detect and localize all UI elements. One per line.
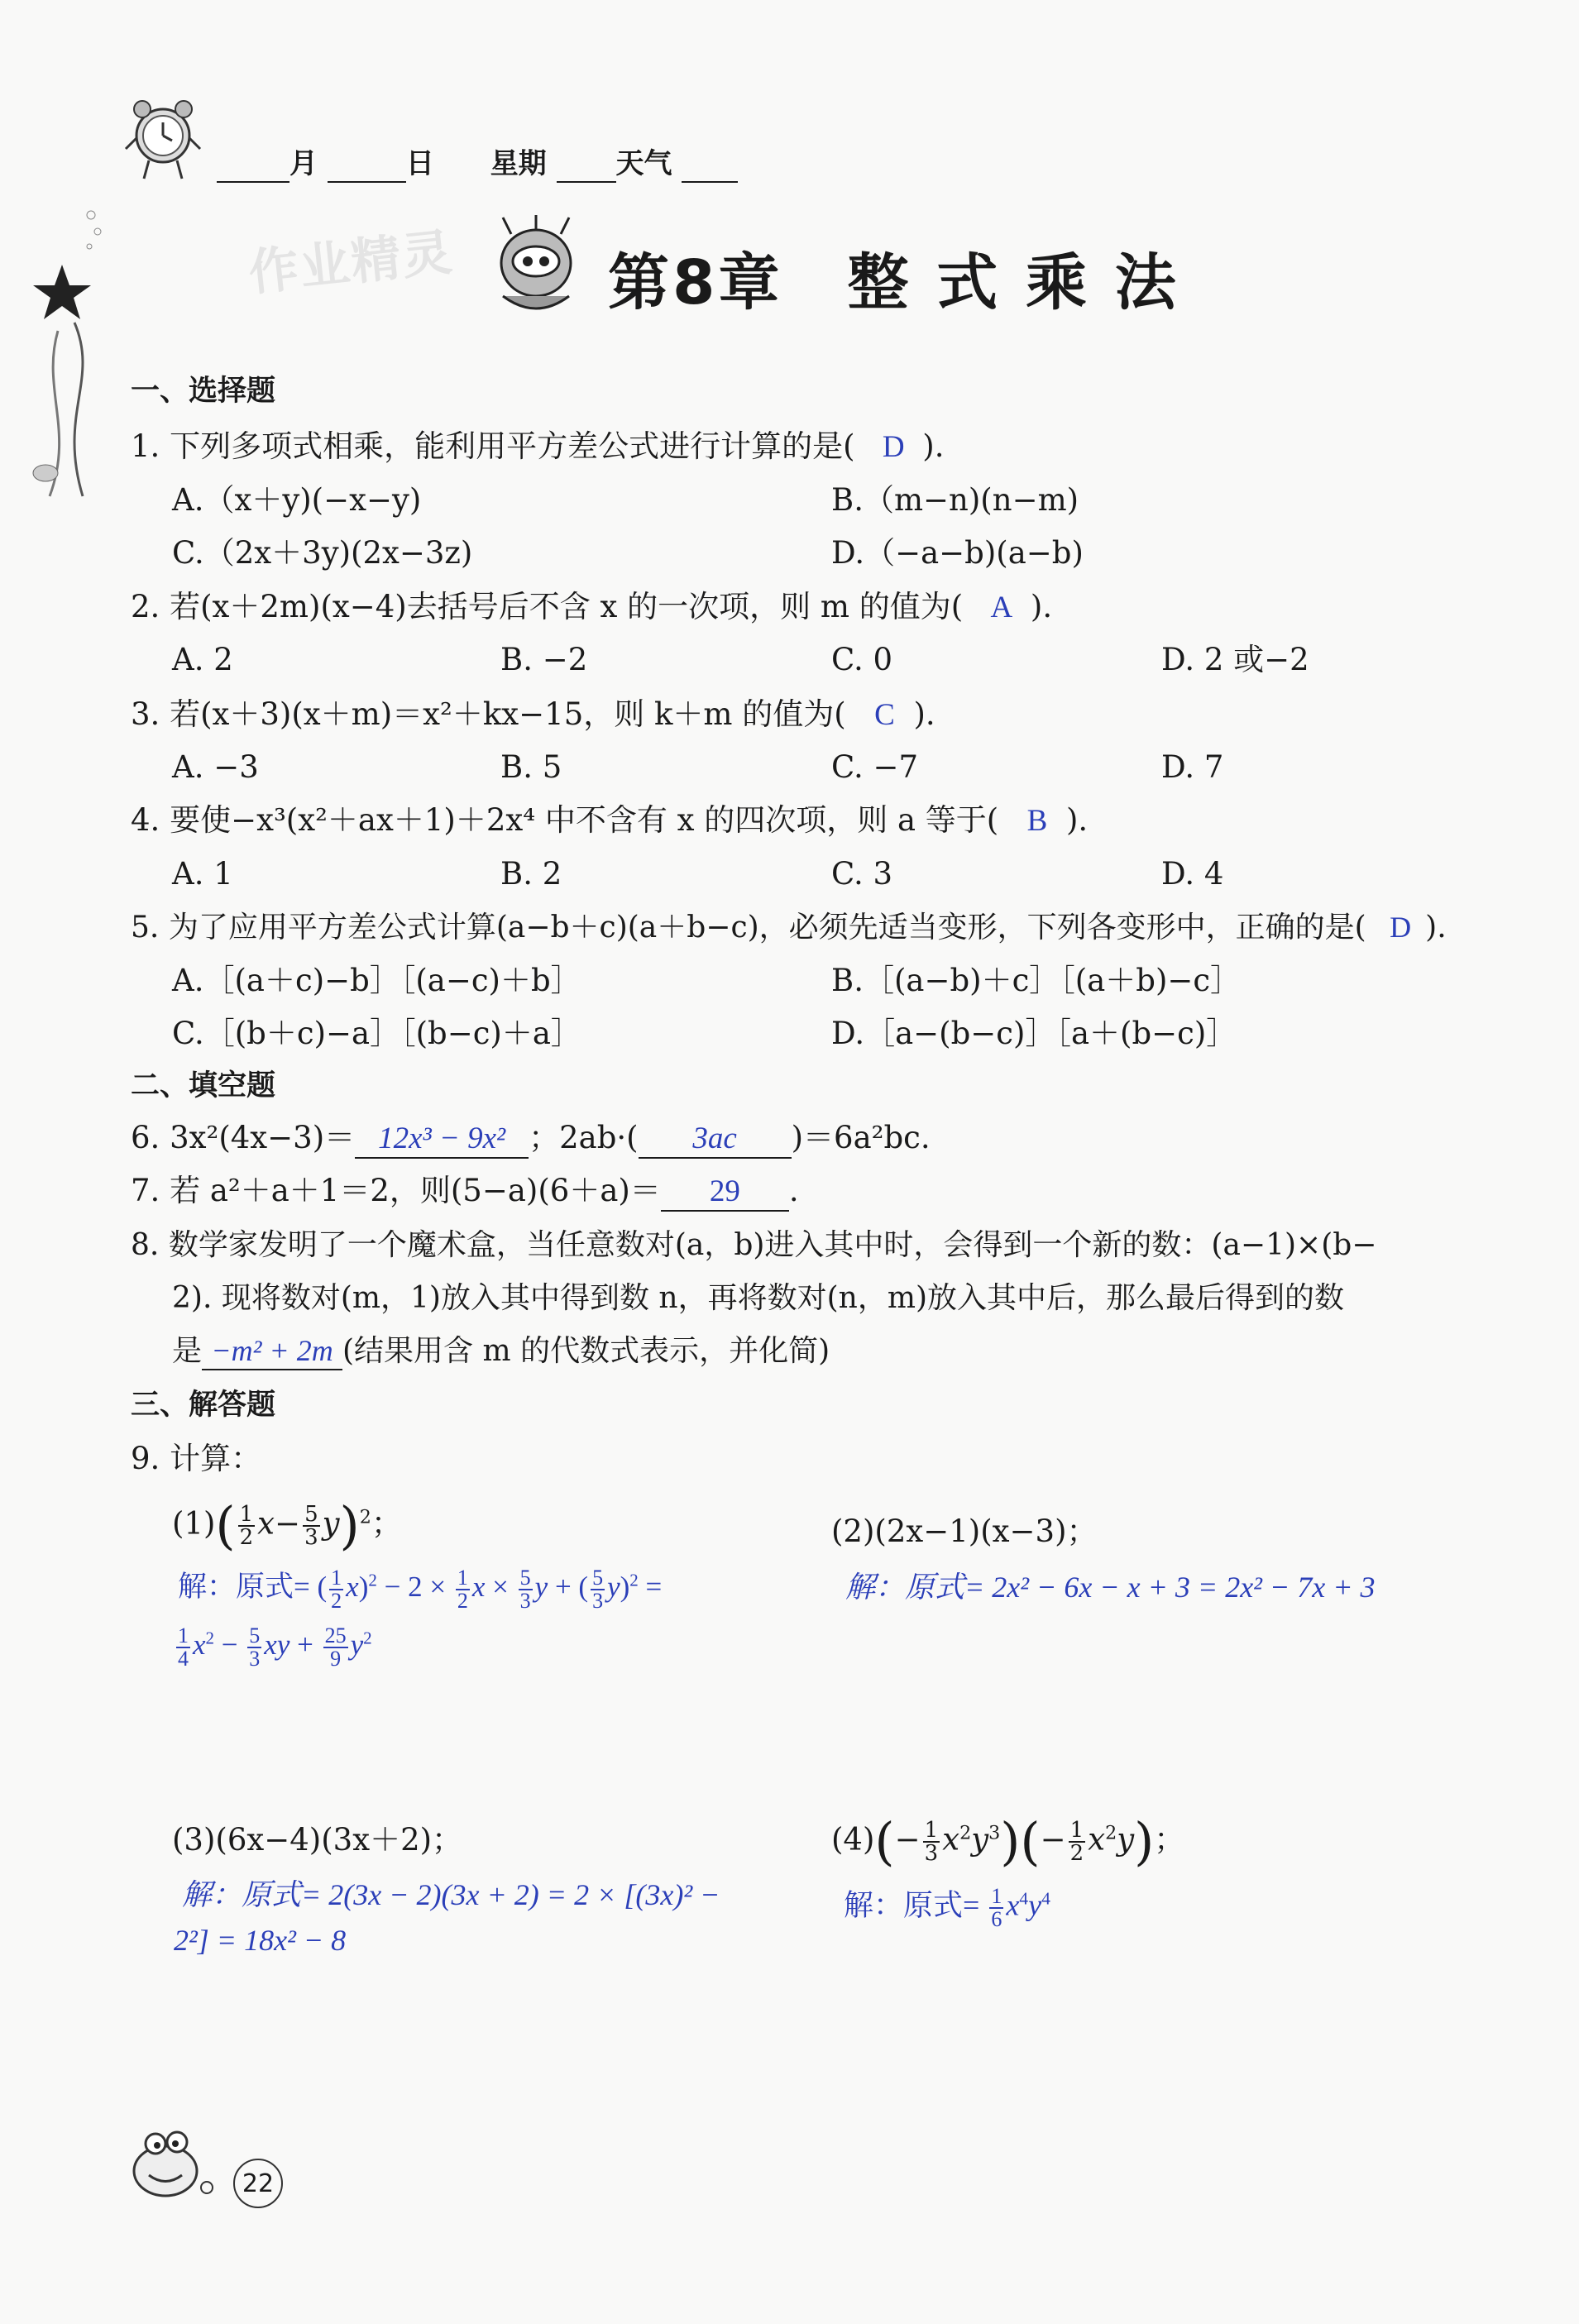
question-8-line-3: 是 −m² + 2m (结果用含 m 的代数式表示，并化简) xyxy=(172,1333,830,1370)
day-label: 日 xyxy=(405,147,434,180)
q9-2-solution: 解：原式= 2x² − 6x − x + 3 = 2x² − 7x + 3 xyxy=(845,1571,1376,1604)
question-9: 9. 计算： xyxy=(131,1441,262,1476)
q9-1-solution-line-2: $\frac{1}{4}$ $x^2$ − $\frac{5}{3}$ xy + $\frac{25}{9}$ $y^2$ xyxy=(178,1623,372,1671)
question-7: 7. 若 a²＋a＋1＝2，则(5−a)(6＋a)＝ 29 . xyxy=(131,1173,799,1212)
q5-option-b: B.［(a−b)＋c］［(a＋b)−c］ xyxy=(831,963,1242,998)
q2-option-a: A. 2 xyxy=(172,642,233,677)
q3-option-b: B. 5 xyxy=(500,749,562,785)
q3-option-d: D. 7 xyxy=(1161,749,1224,785)
q4-option-a: A. 1 xyxy=(172,856,233,892)
answer-1: D xyxy=(882,430,905,464)
q9-4-solution: 解：原式= $\frac{1}{6}$ $x^4y^4$ xyxy=(844,1884,1050,1931)
date-line xyxy=(217,147,738,183)
section-title-choice: 一、选择题 xyxy=(131,375,276,408)
page-number: 22 xyxy=(242,2169,275,2198)
starfish-seaweed-icon xyxy=(25,198,116,513)
month-label: 月 xyxy=(289,147,318,180)
q1-option-a: A.（x＋y)(−x−y) xyxy=(172,482,422,518)
q9-3-solution: 解：原式= 2(3x − 2)(3x + 2) = 2 × [(3x)² − xyxy=(182,1878,720,1911)
answer-4: B xyxy=(1026,804,1048,838)
answer-2: A xyxy=(990,591,1013,624)
question-6: 6. 3x²(4x−3)＝ 12x³ − 9x² ；2ab·( 3ac )＝6a²bc. xyxy=(131,1120,931,1159)
q5-option-d: D.［a−(b−c)］［a＋(b−c)］ xyxy=(831,1016,1237,1051)
weather-label: 天气 xyxy=(615,147,672,180)
q9-part-4: (4)(− $\frac{1}{3}$ $x^2y^3)(-$ $\frac{1}{2}$ $x^2y$)； xyxy=(831,1811,1185,1872)
q4-option-b: B. 2 xyxy=(500,856,562,892)
q4-option-d: D. 4 xyxy=(1161,856,1224,892)
q2-option-b: B. −2 xyxy=(500,642,588,677)
q9-part-1: (1)( $\frac{1}{2}$ x− $\frac{5}{3}$ y)$^2$； xyxy=(172,1495,402,1556)
q1-option-b: B.（m−n)(n−m) xyxy=(831,482,1079,518)
clock-mascot-icon xyxy=(124,93,203,184)
question-1: 1. 下列多项式相乘，能利用平方差公式进行计算的是( D ). xyxy=(131,428,944,466)
question-8-line-1: 8. 数学家发明了一个魔术盒，当任意数对(a，b)进入其中时，会得到一个新的数：(a−1)×(b− xyxy=(131,1228,1377,1262)
chapter-title: 第8章 整 式 乘 法 xyxy=(608,247,1179,318)
answer-5: D xyxy=(1390,911,1412,944)
q9-part-2: (2)(2x−1)(x−3)； xyxy=(831,1513,1098,1549)
q5-option-c: C.［(b＋c)−a］［(b−c)＋a］ xyxy=(172,1016,581,1051)
q9-1-solution: 解：原式= ( $\frac{1}{2}$ x)$^2$ − 2 × $\frac{1}{2}$ x × $\frac{5}{3}$ y + ( $\frac{5}{3}$ y)$^2$ = xyxy=(178,1566,663,1613)
q2-option-d: D. 2 或−2 xyxy=(1161,642,1309,677)
q9-3-solution-line-2: 2²] = 18x² − 8 xyxy=(174,1924,347,1957)
q1-option-d: D.（−a−b)(a−b) xyxy=(831,535,1084,571)
question-4: 4. 要使−x³(x²＋ax＋1)＋2x⁴ 中不含有 x 的四次项，则 a 等于( B ). xyxy=(131,802,1088,839)
section-title-fill: 二、填空题 xyxy=(131,1069,276,1102)
question-2: 2. 若(x＋2m)(x−4)去括号后不含 x 的一次项，则 m 的值为( A ). xyxy=(131,589,1052,626)
q4-option-c: C. 3 xyxy=(831,856,893,892)
question-8-line-2: 2). 现将数对(m，1)放入其中得到数 n，再将数对(n，m)放入其中后，那么最后得到的数 xyxy=(172,1281,1345,1315)
answer-8: −m² + 2m xyxy=(202,1333,342,1370)
page-number-badge xyxy=(233,2159,283,2208)
q2-option-c: C. 0 xyxy=(831,642,893,677)
q1-option-c: C.（2x＋3y)(2x−3z) xyxy=(172,535,473,571)
question-3: 3. 若(x＋3)(x＋m)＝x²＋kx−15，则 k＋m 的值为( C ). xyxy=(131,696,935,734)
q9-part-3: (3)(6x−4)(3x＋2)； xyxy=(172,1822,463,1858)
answer-7: 29 xyxy=(661,1174,789,1212)
diver-mascot-icon xyxy=(486,213,586,321)
q3-option-c: C. −7 xyxy=(831,749,919,785)
frog-mascot-icon xyxy=(124,2126,223,2204)
weekday-label: 星期 xyxy=(490,147,547,180)
q3-option-a: A. −3 xyxy=(172,749,259,785)
answer-6a: 12x³ − 9x² xyxy=(355,1121,529,1159)
answer-3: C xyxy=(874,698,895,732)
watermark: 作业精灵 xyxy=(246,223,457,303)
q5-option-a: A.［(a＋c)−b］［(a−c)＋b］ xyxy=(172,963,581,998)
section-title-solve: 三、解答题 xyxy=(131,1389,276,1422)
question-5: 5. 为了应用平方差公式计算(a−b＋c)(a＋b−c)，必须先适当变形，下列各变形中，正确的是( D ). xyxy=(131,911,1447,944)
answer-6b: 3ac xyxy=(639,1121,792,1159)
